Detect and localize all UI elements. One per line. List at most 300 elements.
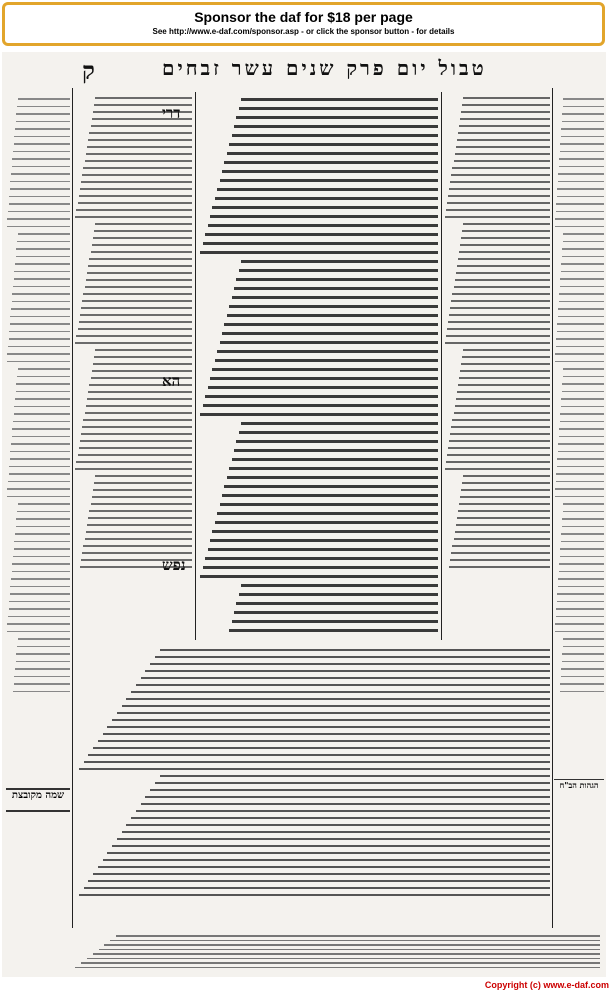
text-line bbox=[560, 683, 604, 685]
text-line bbox=[445, 216, 550, 218]
text-line bbox=[14, 271, 70, 273]
text-line bbox=[15, 128, 70, 130]
text-line bbox=[91, 503, 192, 505]
text-line bbox=[561, 533, 604, 535]
text-line bbox=[560, 413, 604, 415]
text-line bbox=[558, 316, 605, 318]
text-line bbox=[141, 803, 550, 805]
text-line bbox=[79, 768, 550, 770]
text-line bbox=[83, 545, 192, 547]
text-line bbox=[131, 691, 550, 693]
text-line bbox=[87, 524, 192, 526]
text-line bbox=[560, 556, 605, 558]
text-line bbox=[91, 125, 192, 127]
text-line bbox=[450, 307, 550, 309]
text-line bbox=[232, 296, 438, 299]
text-line bbox=[14, 143, 70, 145]
text-line bbox=[92, 496, 192, 498]
text-line bbox=[451, 552, 550, 554]
text-line bbox=[461, 363, 550, 365]
text-line bbox=[557, 593, 604, 595]
text-line bbox=[16, 661, 70, 663]
text-line bbox=[463, 97, 550, 99]
text-line bbox=[80, 188, 192, 190]
text-line bbox=[562, 526, 605, 528]
text-line bbox=[93, 489, 192, 491]
text-line bbox=[451, 300, 550, 302]
text-line bbox=[562, 653, 604, 655]
text-line bbox=[7, 496, 70, 498]
text-line bbox=[557, 601, 605, 603]
dibbur-hamatchil-3: נפש bbox=[162, 556, 186, 574]
text-line bbox=[11, 578, 70, 580]
text-line bbox=[131, 817, 550, 819]
text-line bbox=[461, 111, 550, 113]
text-line bbox=[217, 512, 438, 515]
text-line bbox=[558, 443, 604, 445]
text-line bbox=[89, 258, 192, 260]
text-line bbox=[558, 173, 604, 175]
text-line bbox=[236, 116, 438, 119]
text-line bbox=[559, 166, 605, 168]
text-line bbox=[95, 475, 192, 477]
text-line bbox=[563, 241, 605, 243]
text-line bbox=[557, 331, 605, 333]
text-line bbox=[9, 203, 70, 205]
text-line bbox=[75, 216, 192, 218]
text-line bbox=[14, 406, 70, 408]
text-line bbox=[75, 468, 192, 470]
text-line bbox=[560, 691, 605, 693]
text-line bbox=[556, 473, 604, 475]
text-line bbox=[460, 370, 550, 372]
text-line bbox=[555, 361, 605, 363]
text-line bbox=[95, 223, 192, 225]
text-line bbox=[241, 260, 438, 263]
text-line bbox=[559, 571, 605, 573]
text-line bbox=[446, 209, 550, 211]
text-line bbox=[215, 521, 438, 524]
text-line bbox=[12, 428, 70, 430]
text-line bbox=[145, 670, 550, 672]
text-line bbox=[14, 278, 70, 280]
text-line bbox=[8, 346, 70, 348]
text-line bbox=[87, 272, 192, 274]
text-line bbox=[79, 447, 192, 449]
text-line bbox=[91, 251, 192, 253]
text-line bbox=[8, 481, 70, 483]
text-line bbox=[81, 181, 192, 183]
text-line bbox=[215, 197, 438, 200]
text-line bbox=[17, 376, 70, 378]
text-line bbox=[456, 398, 550, 400]
text-line bbox=[462, 104, 550, 106]
text-line bbox=[457, 517, 550, 519]
text-line bbox=[13, 286, 70, 288]
text-line bbox=[12, 166, 70, 168]
sponsor-banner[interactable] bbox=[2, 2, 605, 46]
text-line bbox=[450, 559, 550, 561]
text-line bbox=[463, 475, 550, 477]
text-line bbox=[18, 233, 70, 235]
text-line bbox=[12, 563, 70, 565]
text-line bbox=[456, 146, 550, 148]
text-line bbox=[457, 265, 550, 267]
text-line bbox=[9, 196, 70, 198]
text-line bbox=[93, 873, 550, 875]
text-line bbox=[82, 426, 192, 428]
text-line bbox=[15, 668, 70, 670]
text-line bbox=[12, 571, 70, 573]
text-line bbox=[85, 160, 192, 162]
text-line bbox=[85, 412, 192, 414]
text-line bbox=[557, 466, 605, 468]
text-line bbox=[217, 188, 438, 191]
text-line bbox=[236, 278, 438, 281]
text-line bbox=[93, 747, 550, 749]
text-line bbox=[222, 170, 438, 173]
text-line bbox=[558, 308, 604, 310]
text-line bbox=[560, 278, 604, 280]
text-line bbox=[562, 256, 605, 258]
text-line bbox=[112, 845, 550, 847]
text-line bbox=[212, 206, 438, 209]
text-line bbox=[18, 98, 70, 100]
text-line bbox=[460, 118, 550, 120]
text-line bbox=[563, 511, 605, 513]
text-line bbox=[446, 461, 550, 463]
text-line bbox=[451, 174, 550, 176]
text-line bbox=[8, 616, 70, 618]
text-line bbox=[82, 552, 192, 554]
text-line bbox=[447, 328, 550, 330]
text-line bbox=[234, 449, 438, 452]
text-line bbox=[222, 494, 438, 497]
text-line bbox=[87, 146, 192, 148]
text-line bbox=[452, 293, 550, 295]
text-line bbox=[458, 384, 550, 386]
text-line bbox=[445, 342, 550, 344]
text-line bbox=[83, 419, 192, 421]
copyright-notice: Copyright (c) www.e-daf.com bbox=[484, 980, 609, 990]
text-line bbox=[559, 428, 604, 430]
text-line bbox=[555, 623, 604, 625]
text-line bbox=[449, 314, 550, 316]
text-line bbox=[14, 541, 70, 543]
text-line bbox=[18, 638, 70, 640]
text-line bbox=[458, 132, 550, 134]
text-line bbox=[451, 426, 550, 428]
text-line bbox=[460, 244, 550, 246]
text-line bbox=[459, 125, 550, 127]
text-line bbox=[212, 368, 438, 371]
text-line bbox=[9, 601, 70, 603]
text-line bbox=[84, 887, 550, 889]
text-line bbox=[200, 251, 438, 254]
text-line bbox=[86, 153, 192, 155]
text-line bbox=[562, 391, 605, 393]
text-line bbox=[9, 466, 70, 468]
text-line bbox=[116, 935, 600, 937]
text-line bbox=[462, 356, 550, 358]
text-line bbox=[555, 631, 605, 633]
text-line bbox=[7, 226, 70, 228]
text-line bbox=[555, 488, 604, 490]
text-line bbox=[559, 301, 605, 303]
text-line bbox=[462, 482, 550, 484]
column-divider bbox=[195, 92, 196, 640]
text-line bbox=[112, 719, 550, 721]
text-line bbox=[227, 476, 438, 479]
text-line bbox=[556, 338, 604, 340]
text-line bbox=[15, 263, 70, 265]
text-line bbox=[556, 346, 605, 348]
text-line bbox=[17, 646, 70, 648]
text-line bbox=[224, 161, 438, 164]
text-line bbox=[16, 121, 70, 123]
text-line bbox=[7, 361, 70, 363]
text-line bbox=[7, 488, 70, 490]
text-line bbox=[445, 468, 550, 470]
text-line bbox=[99, 949, 601, 951]
text-line bbox=[82, 174, 192, 176]
text-line bbox=[561, 668, 604, 670]
text-line bbox=[203, 404, 438, 407]
text-line bbox=[136, 684, 550, 686]
text-line bbox=[455, 153, 550, 155]
text-line bbox=[229, 467, 438, 470]
text-line bbox=[13, 691, 70, 693]
text-line bbox=[239, 269, 438, 272]
text-line bbox=[79, 894, 550, 896]
text-line bbox=[449, 188, 550, 190]
text-line bbox=[86, 279, 192, 281]
text-line bbox=[17, 106, 70, 108]
text-line bbox=[83, 167, 192, 169]
text-line bbox=[126, 824, 550, 826]
text-line bbox=[16, 526, 70, 528]
text-line bbox=[205, 557, 438, 560]
text-line bbox=[107, 726, 550, 728]
text-line bbox=[11, 308, 70, 310]
text-line bbox=[7, 623, 70, 625]
text-line bbox=[463, 349, 550, 351]
text-line bbox=[88, 754, 550, 756]
text-line bbox=[563, 376, 605, 378]
text-line bbox=[145, 796, 550, 798]
text-line bbox=[220, 503, 438, 506]
text-line bbox=[13, 421, 70, 423]
text-line bbox=[559, 436, 605, 438]
text-line bbox=[227, 314, 438, 317]
text-line bbox=[10, 451, 70, 453]
text-line bbox=[561, 128, 604, 130]
text-line bbox=[558, 586, 605, 588]
text-line bbox=[103, 859, 550, 861]
right-margin-notes bbox=[554, 92, 604, 952]
column-divider bbox=[441, 92, 442, 640]
text-line bbox=[447, 454, 550, 456]
text-line bbox=[78, 328, 192, 330]
text-line bbox=[232, 134, 438, 137]
text-line bbox=[561, 263, 604, 265]
text-line bbox=[136, 810, 550, 812]
text-line bbox=[232, 458, 438, 461]
text-line bbox=[16, 113, 70, 115]
text-line bbox=[117, 712, 550, 714]
text-line bbox=[563, 503, 604, 505]
text-line bbox=[563, 106, 605, 108]
text-line bbox=[12, 301, 70, 303]
text-line bbox=[14, 683, 70, 685]
text-line bbox=[455, 279, 550, 281]
text-line bbox=[562, 661, 605, 663]
text-line bbox=[212, 530, 438, 533]
text-line bbox=[14, 136, 70, 138]
text-line bbox=[456, 272, 550, 274]
text-line bbox=[8, 211, 70, 213]
text-line bbox=[555, 496, 605, 498]
column-divider bbox=[72, 88, 73, 928]
text-line bbox=[7, 631, 70, 633]
text-line bbox=[110, 940, 600, 942]
text-line bbox=[76, 335, 192, 337]
text-line bbox=[452, 545, 550, 547]
text-line bbox=[17, 241, 70, 243]
text-line bbox=[556, 608, 604, 610]
text-line bbox=[81, 433, 192, 435]
text-line bbox=[79, 321, 192, 323]
text-line bbox=[87, 958, 600, 960]
text-line bbox=[454, 160, 550, 162]
text-line bbox=[76, 209, 192, 211]
text-line bbox=[10, 188, 70, 190]
text-line bbox=[18, 503, 70, 505]
text-line bbox=[446, 335, 550, 337]
text-line bbox=[456, 524, 550, 526]
text-line bbox=[558, 578, 604, 580]
text-line bbox=[93, 953, 600, 955]
text-line bbox=[454, 412, 550, 414]
text-line bbox=[9, 608, 70, 610]
text-line bbox=[10, 458, 70, 460]
text-line bbox=[555, 353, 604, 355]
text-line bbox=[11, 443, 70, 445]
text-line bbox=[461, 237, 550, 239]
talmud-page bbox=[2, 52, 606, 977]
text-line bbox=[562, 248, 604, 250]
text-line bbox=[86, 405, 192, 407]
text-line bbox=[234, 611, 438, 614]
hagahot-habach-heading: הגהות הב"ח bbox=[554, 779, 604, 794]
text-line bbox=[562, 113, 604, 115]
text-line bbox=[160, 775, 550, 777]
text-line bbox=[93, 363, 192, 365]
text-line bbox=[239, 431, 438, 434]
text-line bbox=[227, 152, 438, 155]
text-line bbox=[82, 300, 192, 302]
text-line bbox=[458, 510, 550, 512]
text-line bbox=[239, 107, 438, 110]
text-line bbox=[17, 511, 70, 513]
text-line bbox=[562, 518, 604, 520]
text-line bbox=[222, 332, 438, 335]
text-line bbox=[16, 653, 70, 655]
text-line bbox=[562, 383, 604, 385]
text-line bbox=[560, 143, 604, 145]
text-line bbox=[450, 433, 550, 435]
text-line bbox=[449, 440, 550, 442]
text-line bbox=[88, 265, 192, 267]
banner-subtitle: See http://www.e-daf.com/sponsor.asp - or click the sponsor button - for details bbox=[152, 27, 455, 36]
text-line bbox=[10, 181, 70, 183]
text-line bbox=[87, 398, 192, 400]
folio-number: ק bbox=[82, 56, 95, 85]
text-line bbox=[450, 181, 550, 183]
text-line bbox=[460, 496, 550, 498]
text-line bbox=[104, 944, 600, 946]
text-line bbox=[75, 342, 192, 344]
text-line bbox=[555, 218, 604, 220]
text-line bbox=[234, 287, 438, 290]
text-line bbox=[459, 503, 550, 505]
text-line bbox=[459, 377, 550, 379]
text-line bbox=[80, 314, 192, 316]
text-line bbox=[75, 967, 600, 969]
text-line bbox=[241, 98, 438, 101]
text-line bbox=[81, 962, 600, 964]
text-line bbox=[200, 413, 438, 416]
text-line bbox=[16, 256, 70, 258]
text-line bbox=[448, 447, 550, 449]
commentary-bottom bbox=[74, 644, 550, 926]
text-line bbox=[85, 538, 192, 540]
tosafot-column bbox=[444, 92, 550, 638]
text-line bbox=[200, 575, 438, 578]
text-line bbox=[217, 350, 438, 353]
text-line bbox=[16, 518, 70, 520]
dibbur-hamatchil-2: הא bbox=[162, 372, 181, 390]
text-line bbox=[85, 286, 192, 288]
text-line bbox=[13, 556, 70, 558]
text-line bbox=[563, 98, 604, 100]
banner-title: Sponsor the daf for $18 per page bbox=[194, 9, 413, 25]
text-line bbox=[7, 353, 70, 355]
text-line bbox=[84, 761, 550, 763]
text-line bbox=[98, 866, 550, 868]
text-line bbox=[452, 167, 550, 169]
text-line bbox=[563, 368, 604, 370]
text-line bbox=[461, 489, 550, 491]
text-line bbox=[12, 158, 70, 160]
text-line bbox=[88, 880, 550, 882]
text-line bbox=[9, 473, 70, 475]
text-line bbox=[229, 305, 438, 308]
text-line bbox=[78, 454, 192, 456]
text-line bbox=[10, 586, 70, 588]
text-line bbox=[126, 698, 550, 700]
text-line bbox=[229, 629, 438, 632]
text-line bbox=[81, 307, 192, 309]
text-line bbox=[556, 481, 605, 483]
text-line bbox=[78, 202, 192, 204]
column-divider bbox=[552, 88, 553, 928]
text-line bbox=[557, 196, 605, 198]
text-line bbox=[557, 458, 604, 460]
text-line bbox=[12, 436, 70, 438]
text-line bbox=[155, 656, 550, 658]
text-line bbox=[463, 223, 550, 225]
